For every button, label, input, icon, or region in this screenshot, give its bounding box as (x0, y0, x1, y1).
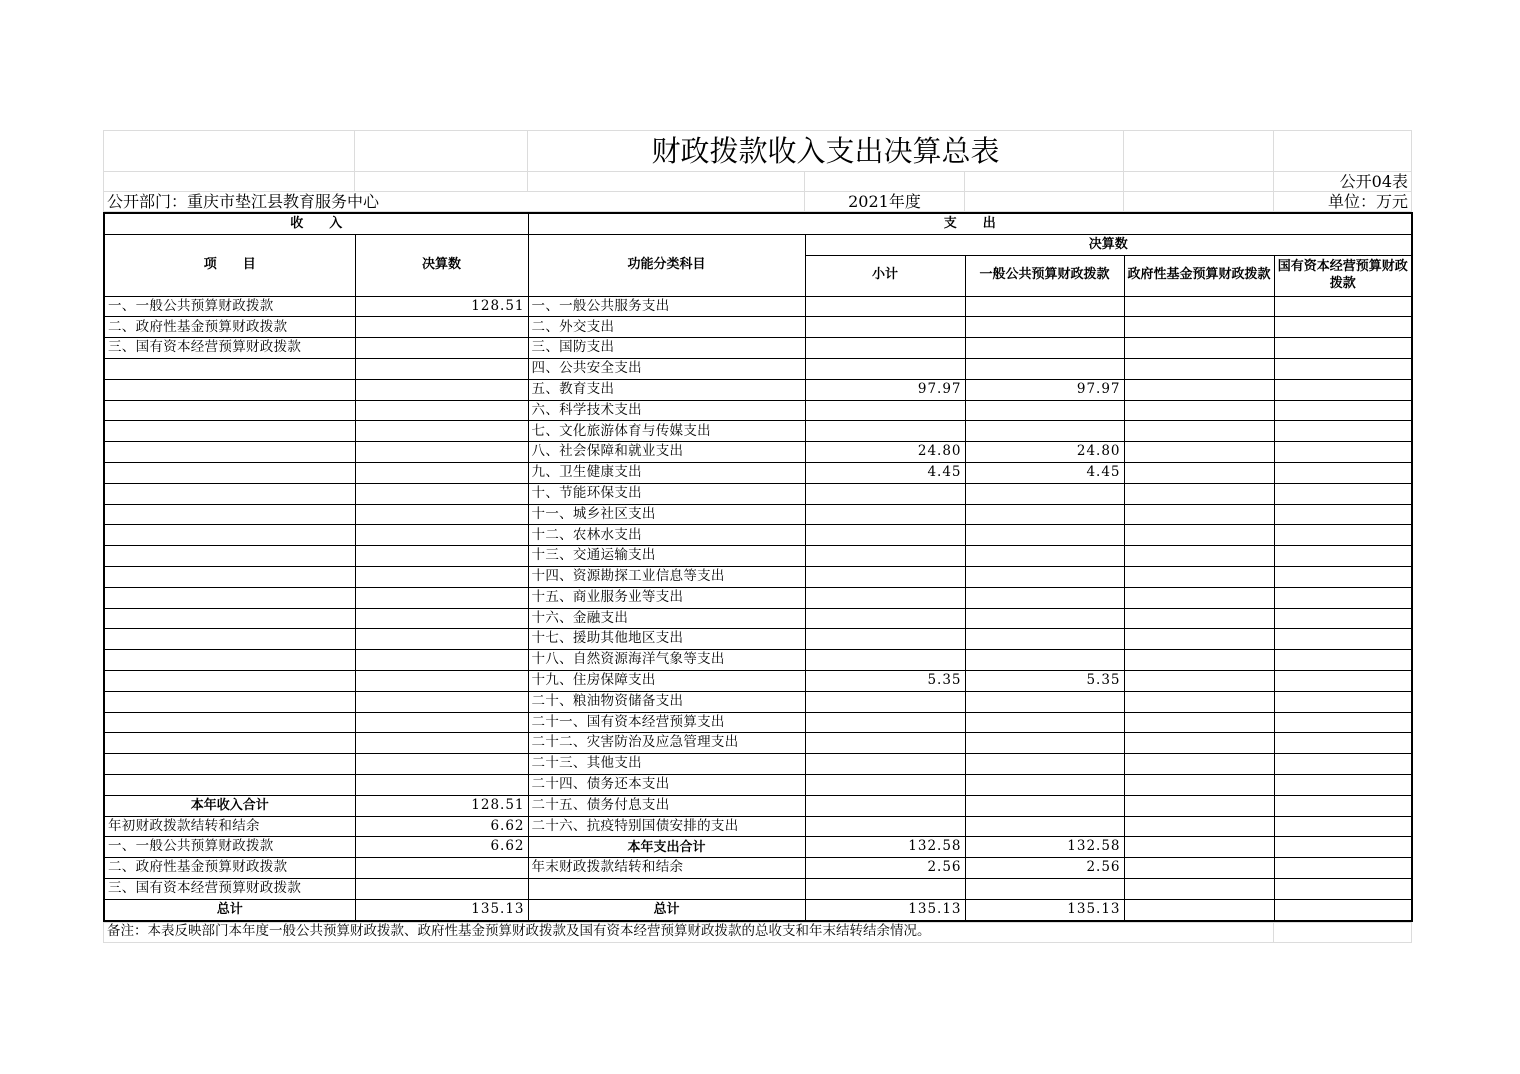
gov-fund-cell (1124, 816, 1274, 837)
table-row (104, 858, 1412, 879)
income-item-cell: 二、政府性基金预算财政拨款 (104, 317, 355, 338)
general-budget-cell (965, 816, 1124, 837)
subtotal-cell (805, 712, 965, 733)
expense-item-cell: 二十三、其他支出 (528, 754, 805, 775)
subtotal-cell (805, 400, 965, 421)
gov-fund-cell (1124, 629, 1274, 650)
subtotal-cell (805, 587, 965, 608)
final-amount-header: 决算数 (805, 234, 1412, 255)
income-item-cell (104, 379, 355, 400)
income-amount-cell (355, 712, 528, 733)
expense-item-cell: 十八、自然资源海洋气象等支出 (528, 650, 805, 671)
table-row (104, 317, 1412, 338)
income-amount-cell (355, 483, 528, 504)
footnote: 备注：本表反映部门本年度一般公共预算财政拨款、政府性基金预算财政拨款及国有资本经营预算财政拨款的总收支和年末结转结余情况。 (104, 922, 1274, 942)
blank-cell (1124, 131, 1274, 172)
subtotal-cell (805, 691, 965, 712)
gov-fund-cell (1124, 754, 1274, 775)
expense-item-cell: 十一、城乡社区支出 (528, 504, 805, 525)
state-capital-cell (1274, 816, 1412, 837)
income-amount-cell (355, 629, 528, 650)
income-item-cell (104, 670, 355, 691)
expense-item-cell: 十六、金融支出 (528, 608, 805, 629)
gov-fund-cell (1124, 878, 1274, 899)
income-amount-cell (355, 546, 528, 567)
income-item-cell (104, 525, 355, 546)
income-item-cell (104, 774, 355, 795)
subtotal-cell (805, 546, 965, 567)
table-row (104, 774, 1412, 795)
item-column-header: 项 目 (104, 234, 355, 296)
income-item-cell (104, 462, 355, 483)
state-capital-cell (1274, 712, 1412, 733)
income-item-cell: 二、政府性基金预算财政拨款 (104, 858, 355, 879)
table-row (104, 608, 1412, 629)
expense-item-cell: 七、文化旅游体育与传媒支出 (528, 421, 805, 442)
general-budget-cell (965, 546, 1124, 567)
general-budget-cell (965, 483, 1124, 504)
function-subject-header: 功能分类科目 (528, 234, 805, 296)
gov-fund-cell (1124, 899, 1274, 920)
gov-fund-cell (1124, 566, 1274, 587)
expense-item-cell: 二、外交支出 (528, 317, 805, 338)
gov-fund-cell (1124, 733, 1274, 754)
income-amount-cell: 128.51 (355, 795, 528, 816)
expense-item-cell: 八、社会保障和就业支出 (528, 442, 805, 463)
income-item-cell (104, 608, 355, 629)
gov-fund-cell (1124, 837, 1274, 858)
table-row (104, 421, 1412, 442)
general-budget-cell: 4.45 (965, 462, 1124, 483)
gov-fund-cell (1124, 358, 1274, 379)
state-capital-cell (1274, 483, 1412, 504)
income-amount-cell (355, 421, 528, 442)
table-row (104, 712, 1412, 733)
gov-fund-cell (1124, 525, 1274, 546)
subtotal-cell (805, 878, 965, 899)
table-row (104, 546, 1412, 567)
general-budget-cell (965, 774, 1124, 795)
income-item-cell: 三、国有资本经营预算财政拨款 (104, 878, 355, 899)
subtotal-cell (805, 296, 965, 317)
expense-item-cell: 十三、交通运输支出 (528, 546, 805, 567)
expense-item-cell: 四、公共安全支出 (528, 358, 805, 379)
income-amount-cell: 6.62 (355, 816, 528, 837)
subtotal-cell: 97.97 (805, 379, 965, 400)
subtotal-cell (805, 774, 965, 795)
income-item-cell (104, 587, 355, 608)
subtotal-cell (805, 795, 965, 816)
table-row (104, 462, 1412, 483)
expense-item-cell: 十七、援助其他地区支出 (528, 629, 805, 650)
general-budget-cell (965, 296, 1124, 317)
general-budget-cell (965, 358, 1124, 379)
expense-item-cell: 本年支出合计 (528, 837, 805, 858)
table-row (104, 587, 1412, 608)
subtotal-cell (805, 504, 965, 525)
general-budget-cell (965, 587, 1124, 608)
table-row (104, 442, 1412, 463)
subtotal-cell (805, 816, 965, 837)
gov-fund-cell (1124, 858, 1274, 879)
expense-item-cell: 二十二、灾害防治及应急管理支出 (528, 733, 805, 754)
income-amount-cell (355, 462, 528, 483)
income-amount-cell (355, 338, 528, 359)
fiscal-year: 2021年度 (805, 192, 965, 212)
gov-fund-cell (1124, 442, 1274, 463)
state-capital-cell (1274, 566, 1412, 587)
state-capital-cell (1274, 733, 1412, 754)
income-item-cell: 本年收入合计 (104, 795, 355, 816)
gov-fund-cell (1124, 795, 1274, 816)
table-row (104, 296, 1412, 317)
subtotal-cell: 2.56 (805, 858, 965, 879)
state-capital-column-header: 国有资本经营预算财政拨款 (1274, 255, 1412, 296)
general-budget-cell: 132.58 (965, 837, 1124, 858)
subtotal-cell (805, 754, 965, 775)
expense-item-cell: 十五、商业服务业等支出 (528, 587, 805, 608)
general-budget-cell (965, 629, 1124, 650)
table-row (104, 400, 1412, 421)
subtotal-cell (805, 566, 965, 587)
state-capital-cell (1274, 795, 1412, 816)
table-row (104, 525, 1412, 546)
subtotal-cell (805, 317, 965, 338)
general-budget-cell: 97.97 (965, 379, 1124, 400)
income-section-header: 收 入 (104, 213, 528, 234)
income-item-cell: 一、一般公共预算财政拨款 (104, 296, 355, 317)
expense-item-cell: 十九、住房保障支出 (528, 670, 805, 691)
blank-cell (355, 131, 528, 172)
state-capital-cell (1274, 338, 1412, 359)
general-budget-cell (965, 566, 1124, 587)
subtotal-cell: 132.58 (805, 837, 965, 858)
gov-fund-cell (1124, 691, 1274, 712)
general-budget-cell (965, 650, 1124, 671)
income-item-cell (104, 733, 355, 754)
gov-fund-cell (1124, 379, 1274, 400)
income-amount-cell (355, 733, 528, 754)
report-title: 财政拨款收入支出决算总表 (528, 131, 1124, 172)
income-item-cell (104, 358, 355, 379)
general-budget-cell (965, 733, 1124, 754)
gov-fund-cell (1124, 462, 1274, 483)
income-amount-cell (355, 379, 528, 400)
expense-item-cell: 二十六、抗疫特别国债安排的支出 (528, 816, 805, 837)
general-budget-cell (965, 691, 1124, 712)
gov-fund-cell (1124, 650, 1274, 671)
general-budget-cell (965, 317, 1124, 338)
gov-fund-cell (1124, 546, 1274, 567)
income-item-cell (104, 754, 355, 775)
income-amount-cell (355, 504, 528, 525)
state-capital-cell (1274, 837, 1412, 858)
expense-item-cell: 年末财政拨款结转和结余 (528, 858, 805, 879)
state-capital-cell (1274, 296, 1412, 317)
income-amount-cell (355, 650, 528, 671)
general-budget-cell (965, 421, 1124, 442)
subtotal-cell (805, 629, 965, 650)
table-row (104, 629, 1412, 650)
state-capital-cell (1274, 358, 1412, 379)
expense-item-cell: 六、科学技术支出 (528, 400, 805, 421)
general-budget-cell (965, 525, 1124, 546)
table-row (104, 899, 1412, 920)
general-budget-cell (965, 504, 1124, 525)
subtotal-cell (805, 525, 965, 546)
income-amount-cell: 135.13 (355, 899, 528, 920)
general-budget-cell (965, 795, 1124, 816)
gov-fund-cell (1124, 296, 1274, 317)
income-amount-cell: 6.62 (355, 837, 528, 858)
gov-fund-column-header: 政府性基金预算财政拨款 (1124, 255, 1274, 296)
table-row (104, 358, 1412, 379)
table-row (104, 504, 1412, 525)
general-budget-cell (965, 400, 1124, 421)
general-budget-cell (965, 712, 1124, 733)
report-header-table (103, 130, 1412, 212)
expense-item-cell: 十二、农林水支出 (528, 525, 805, 546)
table-number: 公开04表 (1274, 172, 1412, 192)
expense-item-cell: 十四、资源勘探工业信息等支出 (528, 566, 805, 587)
state-capital-cell (1274, 462, 1412, 483)
income-amount-cell (355, 691, 528, 712)
table-body (104, 296, 1412, 920)
blank-cell (1274, 131, 1412, 172)
general-budget-cell: 135.13 (965, 899, 1124, 920)
income-amount-cell (355, 587, 528, 608)
income-item-cell: 年初财政拨款结转和结余 (104, 816, 355, 837)
general-budget-cell: 5.35 (965, 670, 1124, 691)
gov-fund-cell (1124, 400, 1274, 421)
expense-item-cell: 九、卫生健康支出 (528, 462, 805, 483)
expense-item-cell: 二十、粮油物资储备支出 (528, 691, 805, 712)
table-row (104, 754, 1412, 775)
table-row (104, 733, 1412, 754)
subtotal-cell (805, 650, 965, 671)
expense-item-cell: 三、国防支出 (528, 338, 805, 359)
state-capital-cell (1274, 608, 1412, 629)
note-table (103, 922, 1412, 943)
expense-item-cell: 二十四、债务还本支出 (528, 774, 805, 795)
state-capital-cell (1274, 400, 1412, 421)
income-item-cell: 三、国有资本经营预算财政拨款 (104, 338, 355, 359)
income-item-cell: 一、一般公共预算财政拨款 (104, 837, 355, 858)
expense-item-cell: 十、节能环保支出 (528, 483, 805, 504)
state-capital-cell (1274, 379, 1412, 400)
subtotal-cell: 4.45 (805, 462, 965, 483)
table-row (104, 691, 1412, 712)
state-capital-cell (1274, 754, 1412, 775)
income-amount-cell (355, 878, 528, 899)
gov-fund-cell (1124, 483, 1274, 504)
table-row (104, 795, 1412, 816)
income-item-cell (104, 629, 355, 650)
general-budget-cell (965, 338, 1124, 359)
state-capital-cell (1274, 587, 1412, 608)
expense-item-cell: 二十五、债务付息支出 (528, 795, 805, 816)
subtotal-cell (805, 733, 965, 754)
gov-fund-cell (1124, 712, 1274, 733)
expense-item-cell (528, 878, 805, 899)
income-amount-cell (355, 525, 528, 546)
table-row (104, 379, 1412, 400)
table-row (104, 483, 1412, 504)
state-capital-cell (1274, 858, 1412, 879)
gov-fund-cell (1124, 504, 1274, 525)
gov-fund-cell (1124, 317, 1274, 338)
income-item-cell (104, 691, 355, 712)
income-amount-cell (355, 858, 528, 879)
subtotal-cell (805, 483, 965, 504)
state-capital-cell (1274, 525, 1412, 546)
department-label: 公开部门：重庆市垫江县教育服务中心 (104, 192, 805, 212)
state-capital-cell (1274, 317, 1412, 338)
expense-item-cell: 五、教育支出 (528, 379, 805, 400)
state-capital-cell (1274, 899, 1412, 920)
gov-fund-cell (1124, 587, 1274, 608)
blank-cell (104, 131, 355, 172)
state-capital-cell (1274, 504, 1412, 525)
income-item-cell (104, 712, 355, 733)
state-capital-cell (1274, 442, 1412, 463)
table-row (104, 837, 1412, 858)
subtotal-cell (805, 421, 965, 442)
state-capital-cell (1274, 670, 1412, 691)
income-amount-cell (355, 442, 528, 463)
income-amount-cell (355, 358, 528, 379)
state-capital-cell (1274, 878, 1412, 899)
table-row (104, 650, 1412, 671)
gov-fund-cell (1124, 338, 1274, 359)
expense-item-cell: 二十一、国有资本经营预算支出 (528, 712, 805, 733)
subtotal-cell (805, 358, 965, 379)
table-row (104, 566, 1412, 587)
income-item-cell (104, 546, 355, 567)
state-capital-cell (1274, 691, 1412, 712)
expense-item-cell: 一、一般公共服务支出 (528, 296, 805, 317)
expense-section-header: 支 出 (528, 213, 1412, 234)
subtotal-cell: 135.13 (805, 899, 965, 920)
income-amount-cell (355, 317, 528, 338)
subtotal-cell (805, 608, 965, 629)
state-capital-cell (1274, 546, 1412, 567)
table-row (104, 338, 1412, 359)
gov-fund-cell (1124, 608, 1274, 629)
state-capital-cell (1274, 629, 1412, 650)
income-amount-cell (355, 774, 528, 795)
general-budget-cell: 24.80 (965, 442, 1124, 463)
income-item-cell (104, 566, 355, 587)
general-budget-column-header: 一般公共预算财政拨款 (965, 255, 1124, 296)
income-item-cell (104, 400, 355, 421)
income-item-cell (104, 421, 355, 442)
income-amount-cell (355, 566, 528, 587)
income-item-cell (104, 442, 355, 463)
income-item-cell (104, 504, 355, 525)
amount-column-header: 决算数 (355, 234, 528, 296)
income-item-cell (104, 483, 355, 504)
subtotal-cell: 5.35 (805, 670, 965, 691)
state-capital-cell (1274, 774, 1412, 795)
general-budget-cell (965, 878, 1124, 899)
income-item-cell (104, 650, 355, 671)
gov-fund-cell (1124, 421, 1274, 442)
subtotal-column-header: 小计 (805, 255, 965, 296)
gov-fund-cell (1124, 670, 1274, 691)
income-item-cell: 总计 (104, 899, 355, 920)
income-amount-cell (355, 670, 528, 691)
income-amount-cell (355, 754, 528, 775)
table-row (104, 816, 1412, 837)
expense-item-cell: 总计 (528, 899, 805, 920)
budget-table (103, 212, 1413, 922)
income-amount-cell (355, 608, 528, 629)
report-sheet (103, 130, 1411, 943)
income-amount-cell: 128.51 (355, 296, 528, 317)
general-budget-cell (965, 608, 1124, 629)
income-amount-cell (355, 400, 528, 421)
subtotal-cell (805, 338, 965, 359)
state-capital-cell (1274, 421, 1412, 442)
general-budget-cell (965, 754, 1124, 775)
unit-label: 单位：万元 (1274, 192, 1412, 212)
table-row (104, 670, 1412, 691)
general-budget-cell: 2.56 (965, 858, 1124, 879)
state-capital-cell (1274, 650, 1412, 671)
subtotal-cell: 24.80 (805, 442, 965, 463)
gov-fund-cell (1124, 774, 1274, 795)
table-row (104, 878, 1412, 899)
